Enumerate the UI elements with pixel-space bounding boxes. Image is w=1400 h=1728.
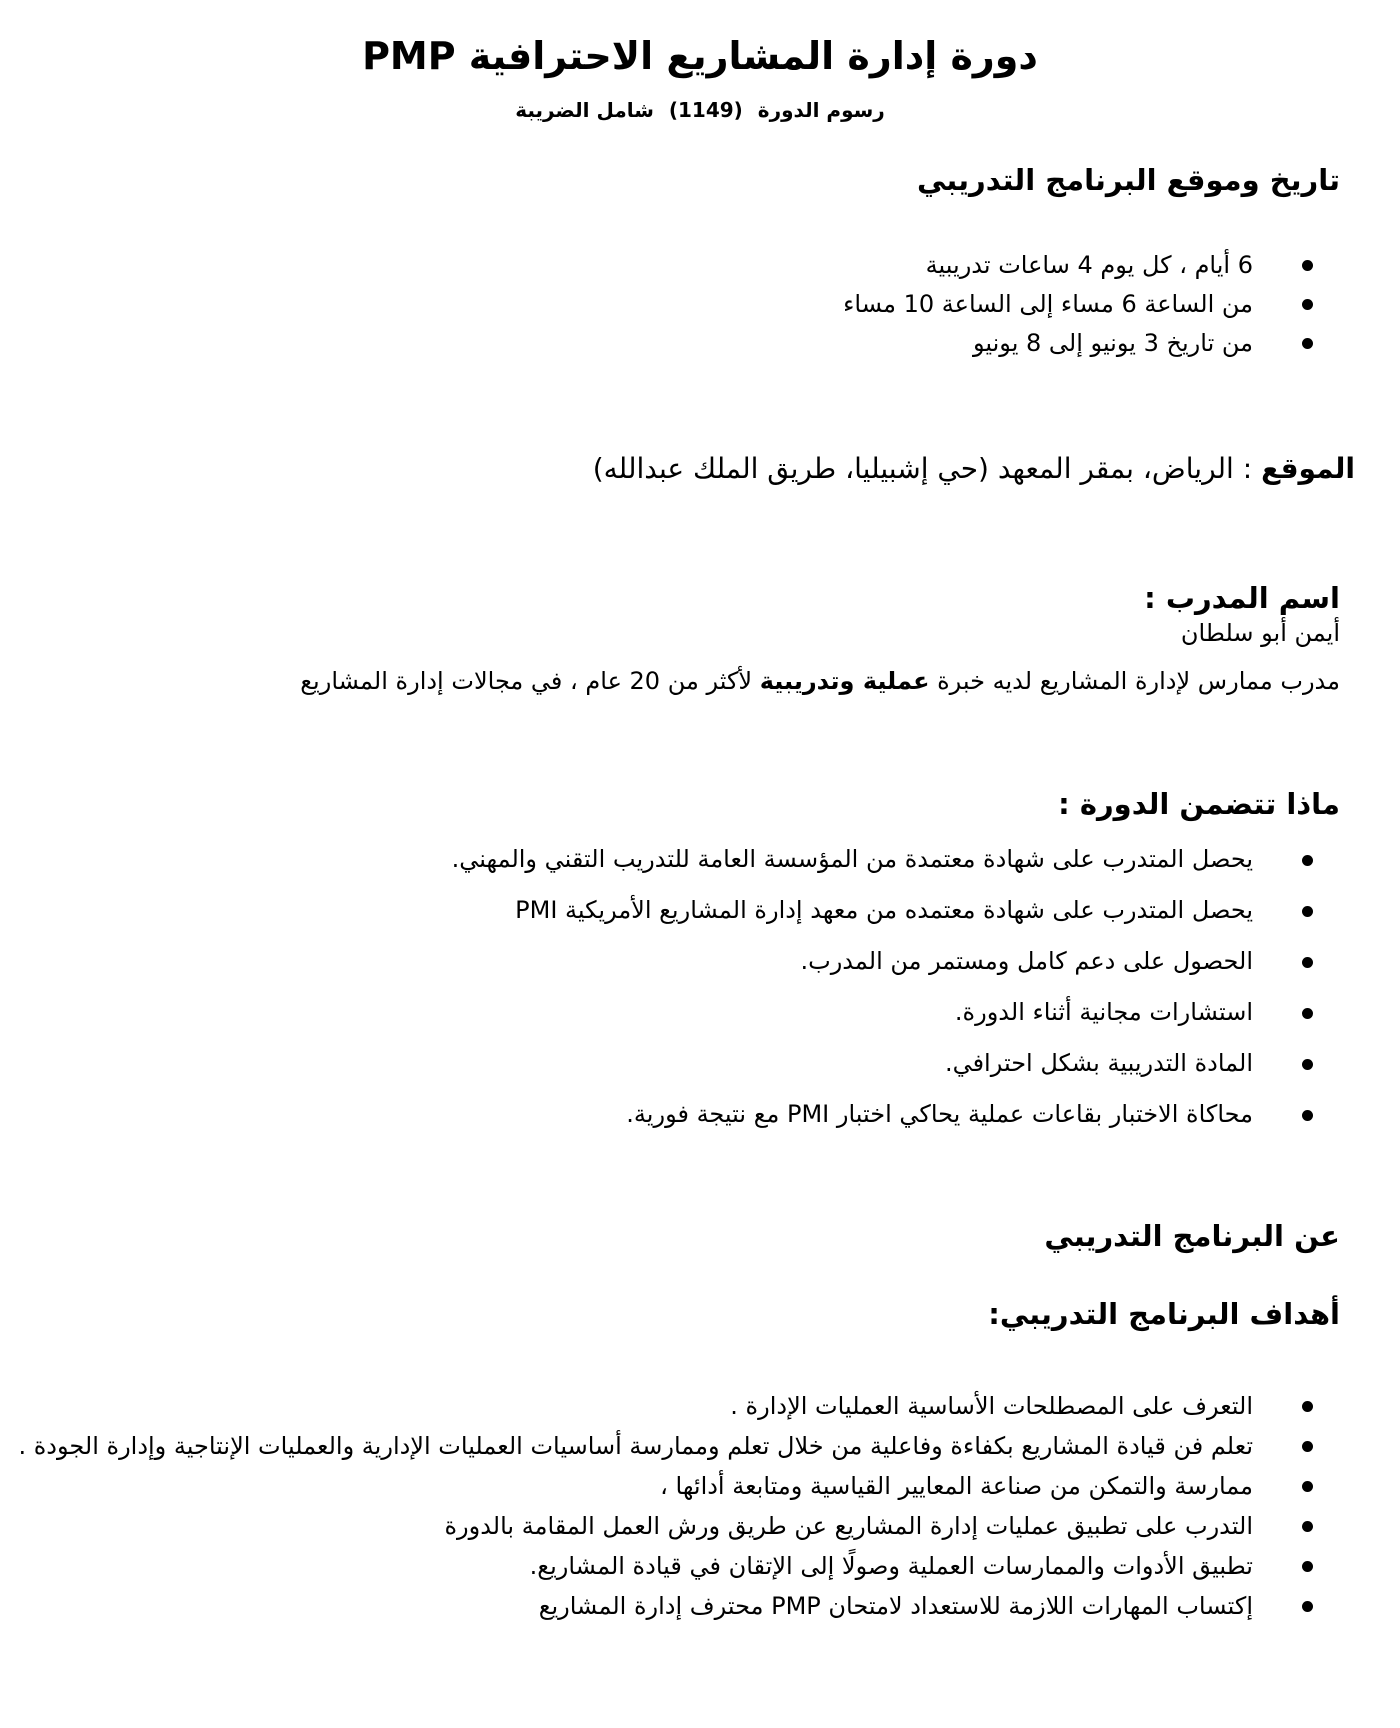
objectives-list <box>0 1386 1318 1626</box>
location-separator: : <box>1233 452 1253 485</box>
location-value: الرياض، بمقر المعهد (حي إشبيليا، طريق الملك عبدالله) <box>592 452 1234 485</box>
includes-heading: ماذا تتضمن الدورة : <box>1058 787 1340 821</box>
list-item: من الساعة 6 مساء إلى الساعة 10 مساء <box>843 285 1318 324</box>
list-item: المادة التدريبية بشكل احترافي. <box>452 1038 1318 1089</box>
trainer-bio-suffix: لأكثر من 20 عام ، في مجالات إدارة المشاريع <box>300 667 753 695</box>
schedule-heading: تاريخ وموقع البرنامج التدريبي <box>916 163 1340 197</box>
list-item: يحصل المتدرب على شهادة معتمده من معهد إدارة المشاريع الأمريكية PMI <box>452 885 1318 936</box>
schedule-list <box>843 246 1318 363</box>
list-item: إكتساب المهارات اللازمة للاستعداد لامتحان PMP محترف إدارة المشاريع <box>0 1586 1318 1626</box>
fee-note: شامل الضريبة <box>515 98 654 122</box>
fee-label: رسوم الدورة <box>757 98 885 122</box>
trainer-heading: اسم المدرب : <box>1144 581 1340 615</box>
list-item: استشارات مجانية أثناء الدورة. <box>452 987 1318 1038</box>
list-item: من تاريخ 3 يونيو إلى 8 يونيو <box>843 324 1318 363</box>
page-title: دورة إدارة المشاريع الاحترافية PMP <box>362 34 1038 78</box>
list-item: يحصل المتدرب على شهادة معتمدة من المؤسسة العامة للتدريب التقني والمهني. <box>452 834 1318 885</box>
objectives-heading: أهداف البرنامج التدريبي: <box>988 1297 1340 1331</box>
list-item: محاكاة الاختبار بقاعات عملية يحاكي اختبار PMI مع نتيجة فورية. <box>452 1089 1318 1140</box>
location-line <box>593 448 1355 490</box>
list-item: 6 أيام ، كل يوم 4 ساعات تدريبية <box>843 246 1318 285</box>
list-item: الحصول على دعم كامل ومستمر من المدرب. <box>452 936 1318 987</box>
location-label: الموقع <box>1261 452 1355 485</box>
course-fee <box>0 96 1400 124</box>
list-item: ممارسة والتمكن من صناعة المعايير القياسية ومتابعة أدائها ، <box>0 1466 1318 1506</box>
trainer-bio-bold: عملية وتدريبية <box>759 667 930 695</box>
trainer-bio <box>300 664 1340 698</box>
trainer-bio-prefix: مدرب ممارس لإدارة المشاريع لديه خبرة <box>937 667 1340 695</box>
includes-list <box>452 834 1318 1140</box>
list-item: تطبيق الأدوات والممارسات العملية وصولًا إلى الإتقان في قيادة المشاريع. <box>0 1546 1318 1586</box>
list-item: تعلم فن قيادة المشاريع بكفاءة وفاعلية من خلال تعلم وممارسة أساسيات العمليات الإدارية والعمليات الإنتاجية وإدارة الجودة . <box>0 1426 1318 1466</box>
list-item: التعرف على المصطلحات الأساسية العمليات الإدارة . <box>0 1386 1318 1426</box>
list-item: التدرب على تطبيق عمليات إدارة المشاريع عن طريق ورش العمل المقامة بالدورة <box>0 1506 1318 1546</box>
about-heading: عن البرنامج التدريبي <box>1044 1219 1340 1253</box>
fee-amount: (1149) <box>668 98 743 122</box>
trainer-name: أيمن أبو سلطان <box>1180 619 1340 647</box>
